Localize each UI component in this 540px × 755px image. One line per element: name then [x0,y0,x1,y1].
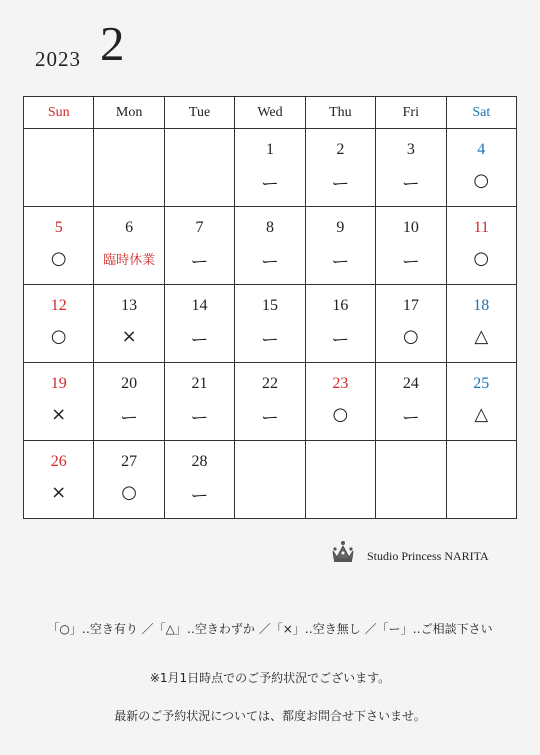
day-cell [24,363,94,441]
day-number: 21 [191,375,208,392]
day-number [94,141,163,159]
availability-mark: ー [120,408,139,429]
day-cell [94,441,164,519]
availability-mark: ー [190,408,209,429]
availability-mark [306,482,375,504]
empty-day-cell [94,129,164,207]
day-cell [305,129,375,207]
availability-mark [94,170,163,192]
availability-mark [165,170,234,192]
availability-mark: ○ [332,404,349,425]
day-cell [94,363,164,441]
availability-mark: ○ [50,326,67,347]
day-number: 22 [261,375,278,392]
availability-mark: ー [331,252,350,273]
day-cell [94,207,164,285]
day-number: 20 [121,375,138,392]
day-number: 10 [402,219,419,236]
day-cell [235,285,305,363]
availability-mark: ー [260,174,279,195]
availability-mark: ー [401,252,420,273]
week-row [24,441,517,519]
brand-logo [330,540,356,564]
weekday-header-row [24,97,517,129]
day-cell [235,363,305,441]
availability-mark: ー [260,408,279,429]
weekday-tue: Tue [164,97,234,129]
week-row [24,363,517,441]
availability-mark [376,482,445,504]
day-cell [446,207,516,285]
day-number: 27 [121,453,138,470]
day-number: 7 [195,219,204,236]
empty-day-cell [164,129,234,207]
availability-mark: ー [331,330,350,351]
day-number: 3 [406,141,415,158]
day-number: 16 [332,297,349,314]
availability-mark: ○ [473,170,490,191]
day-number [165,141,234,159]
availability-mark [447,482,516,504]
availability-mark: ー [331,174,350,195]
day-cell [24,207,94,285]
day-number: 14 [191,297,208,314]
day-cell [24,285,94,363]
availability-mark: ー [190,486,209,507]
crown-icon [330,540,356,564]
availability-mark: ー [260,330,279,351]
empty-day-cell [235,441,305,519]
closure-note: 臨時休業 [103,253,156,268]
day-number: 26 [50,453,67,470]
empty-day-cell [24,129,94,207]
availability-mark: ○ [402,326,419,347]
week-row [24,129,517,207]
brand-name: Studio Princess NARITA [367,549,489,563]
availability-mark: × [51,482,67,503]
day-cell [235,207,305,285]
day-number [376,453,445,471]
day-number [235,453,304,471]
weekday-mon: Mon [94,97,164,129]
day-number: 9 [336,219,345,236]
day-cell [24,441,94,519]
day-number: 18 [473,297,490,314]
availability-mark: × [121,326,137,347]
weekday-wed: Wed [235,97,305,129]
availability-mark: △ [474,404,489,425]
empty-day-cell [376,441,446,519]
weekday-thu: Thu [305,97,375,129]
day-cell [446,363,516,441]
availability-mark: ー [401,174,420,195]
day-number: 6 [125,219,134,236]
availability-mark: ー [190,252,209,273]
weekday-sat: Sat [446,97,516,129]
availability-mark: × [51,404,67,425]
availability-mark [235,482,304,504]
availability-mark: ○ [121,482,137,503]
day-number [24,141,93,159]
weekday-sun: Sun [24,97,94,129]
day-number [447,453,516,471]
day-cell [305,207,375,285]
day-number: 11 [473,219,489,236]
availability-mark: ○ [473,248,490,269]
day-number: 17 [402,297,419,314]
availability-mark [24,170,93,192]
day-cell [164,207,234,285]
day-cell [235,129,305,207]
day-cell [164,285,234,363]
calendar-table [23,96,517,519]
month-label: 2 [100,16,125,71]
day-number: 24 [402,375,419,392]
day-cell [94,285,164,363]
day-number: 15 [261,297,278,314]
empty-day-cell [446,441,516,519]
day-number: 1 [265,141,274,158]
day-cell [446,129,516,207]
day-number: 8 [265,219,274,236]
legend-text: 「○」‥空き有り ／「△」‥空きわずか ／「×」‥空き無し ／「ー」‥ご相談下さい [47,622,493,636]
availability-mark: △ [474,326,489,347]
contact-note: 最新のご予約状況については、都度お問合せ下さいませ。 [114,709,426,723]
year-label: 2023 [35,47,81,71]
availability-mark: ー [401,408,420,429]
day-cell [376,363,446,441]
weekday-fri: Fri [376,97,446,129]
week-row [24,207,517,285]
empty-day-cell [305,441,375,519]
day-number: 5 [54,219,63,236]
day-cell [376,285,446,363]
day-cell [305,363,375,441]
day-cell [376,129,446,207]
day-cell [164,441,234,519]
day-cell [305,285,375,363]
availability-mark: ー [190,330,209,351]
day-number [306,453,375,471]
day-number: 2 [336,141,345,158]
day-number: 4 [477,141,486,158]
day-number: 28 [191,453,208,470]
day-number: 12 [50,297,67,314]
day-cell [164,363,234,441]
as-of-note: ※1月1日時点でのご予約状況でございます。 [149,671,391,685]
day-number: 25 [473,375,490,392]
day-number: 13 [121,297,138,314]
day-number: 19 [50,375,67,392]
week-row [24,285,517,363]
availability-mark: ー [260,252,279,273]
day-cell [446,285,516,363]
availability-mark: ○ [50,248,67,269]
day-number: 23 [332,375,349,392]
day-cell [376,207,446,285]
